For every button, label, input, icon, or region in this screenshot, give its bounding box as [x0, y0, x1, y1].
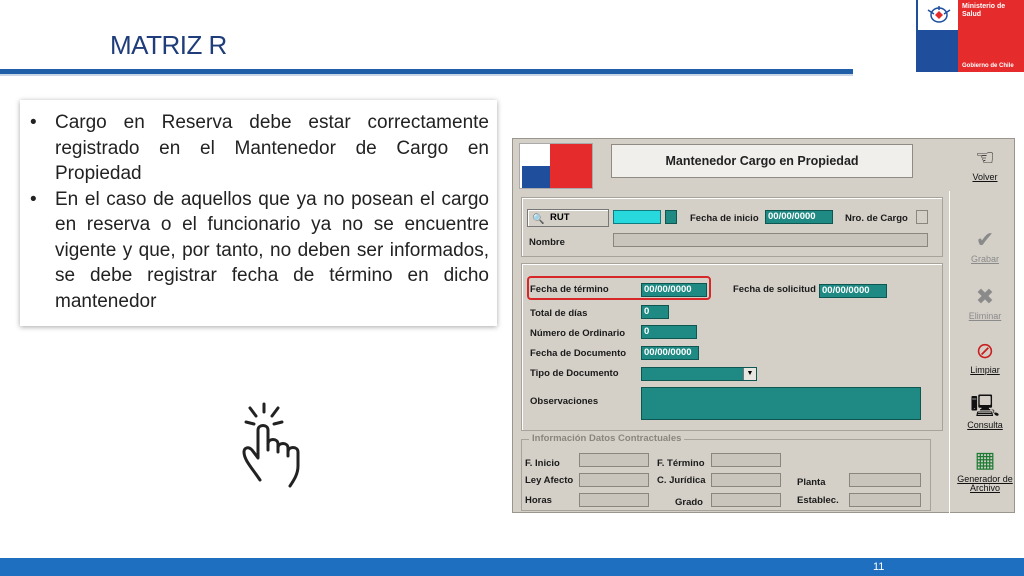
establec-label: Establec.: [797, 495, 839, 506]
fecha-termino-input[interactable]: 00/00/0000: [641, 283, 707, 297]
nombre-input[interactable]: [613, 233, 928, 247]
page-number: 11: [873, 561, 885, 573]
grado-label: Grado: [675, 497, 703, 508]
bullet-item: • Cargo en Reserva debe estar correctamente registrado en el Mantenedor de Cargo en Propiedad: [28, 110, 489, 187]
tipo-documento-select[interactable]: [641, 367, 757, 381]
total-dias-label: Total de días: [530, 308, 588, 319]
app-title: Mantenedor Cargo en Propiedad: [611, 144, 913, 178]
rut-button[interactable]: 🔍 RUT: [527, 209, 609, 227]
c-juridica-label: C. Jurídica: [657, 475, 706, 486]
page-title: MATRIZ R: [110, 30, 227, 60]
f-inicio-field: [579, 453, 649, 467]
no-entry-icon: ⊘: [975, 338, 995, 363]
planta-field: [849, 473, 921, 487]
nombre-label: Nombre: [529, 237, 565, 248]
eliminar-button[interactable]: ✖ Eliminar: [955, 282, 1015, 330]
horas-field: [579, 493, 649, 507]
fecha-documento-input[interactable]: 00/00/0000: [641, 346, 699, 360]
title-rule-shadow: [0, 74, 853, 76]
tipo-documento-label: Tipo de Documento: [530, 368, 619, 379]
chevron-down-icon[interactable]: ▼: [743, 368, 756, 380]
ley-afecto-label: Ley Afecto: [525, 475, 574, 486]
fecha-documento-label: Fecha de Documento: [530, 348, 627, 359]
pointing-hand-tap-icon: [230, 400, 316, 488]
app-window: [512, 138, 1015, 513]
c-juridica-field: [711, 473, 781, 487]
observaciones-label: Observaciones: [530, 396, 599, 407]
f-inicio-label: F. Inicio: [525, 458, 560, 469]
horas-label: Horas: [525, 495, 552, 506]
computer-icon: 🖳: [970, 393, 1000, 418]
f-termino-field: [711, 453, 781, 467]
planta-label: Planta: [797, 477, 826, 488]
nro-cargo-input[interactable]: [916, 210, 928, 224]
rut-input[interactable]: [613, 210, 661, 224]
bullet-list: [28, 110, 489, 314]
grado-field: [711, 493, 781, 507]
search-icon: 🔍: [532, 214, 545, 225]
footer-bar: [0, 558, 1024, 576]
limpiar-button[interactable]: ⊘ Limpiar: [955, 336, 1015, 384]
fecha-inicio-label: Fecha de inicio: [690, 213, 759, 224]
fecha-solicitud-label: Fecha de solicitud: [733, 284, 816, 295]
fecha-termino-label: Fecha de término: [530, 284, 609, 295]
bullet-item: • En el caso de aquellos que ya no posean el cargo en reserva o el funcionario ya no se encuentre vigente y que, por tanto, no deben ser informados, se debe registrar fecha de término en dicho mantenedor: [28, 187, 489, 315]
excel-icon: ▦: [974, 447, 996, 472]
volver-button[interactable]: ☜ Volver: [955, 143, 1015, 191]
coat-of-arms-icon: [924, 4, 954, 24]
fecha-inicio-input[interactable]: 00/00/0000: [765, 210, 833, 224]
numero-ordinario-input[interactable]: 0: [641, 325, 697, 339]
generador-archivo-button[interactable]: ▦ Generador de Archivo: [955, 445, 1015, 503]
logo-ministry-text: Ministerio de Salud: [962, 3, 1006, 18]
checkmark-icon: ✔: [975, 227, 995, 252]
numero-ordinario-label: Número de Ordinario: [530, 328, 626, 339]
grabar-button[interactable]: ✔ Grabar: [955, 225, 1015, 273]
establec-field: [849, 493, 921, 507]
rut-dv-input[interactable]: [665, 210, 677, 224]
total-dias-input[interactable]: 0: [641, 305, 669, 319]
f-termino-label: F. Término: [657, 458, 705, 469]
fecha-solicitud-input[interactable]: 00/00/0000: [819, 284, 887, 298]
x-icon: ✖: [975, 284, 995, 309]
ministry-logo: [916, 0, 1024, 72]
consulta-button[interactable]: 🖳 Consulta: [955, 391, 1015, 439]
header-panel: [521, 197, 943, 257]
pointing-hand-icon: ☜: [975, 145, 995, 170]
app-logo: [519, 143, 593, 189]
observaciones-textarea[interactable]: [641, 387, 921, 420]
nro-cargo-label: Nro. de Cargo: [845, 213, 908, 224]
bullet-box: [20, 100, 497, 326]
ley-afecto-field: [579, 473, 649, 487]
contract-group-title: Información Datos Contractuales: [529, 433, 684, 444]
logo-government-text: Gobierno de Chile: [962, 63, 1014, 69]
